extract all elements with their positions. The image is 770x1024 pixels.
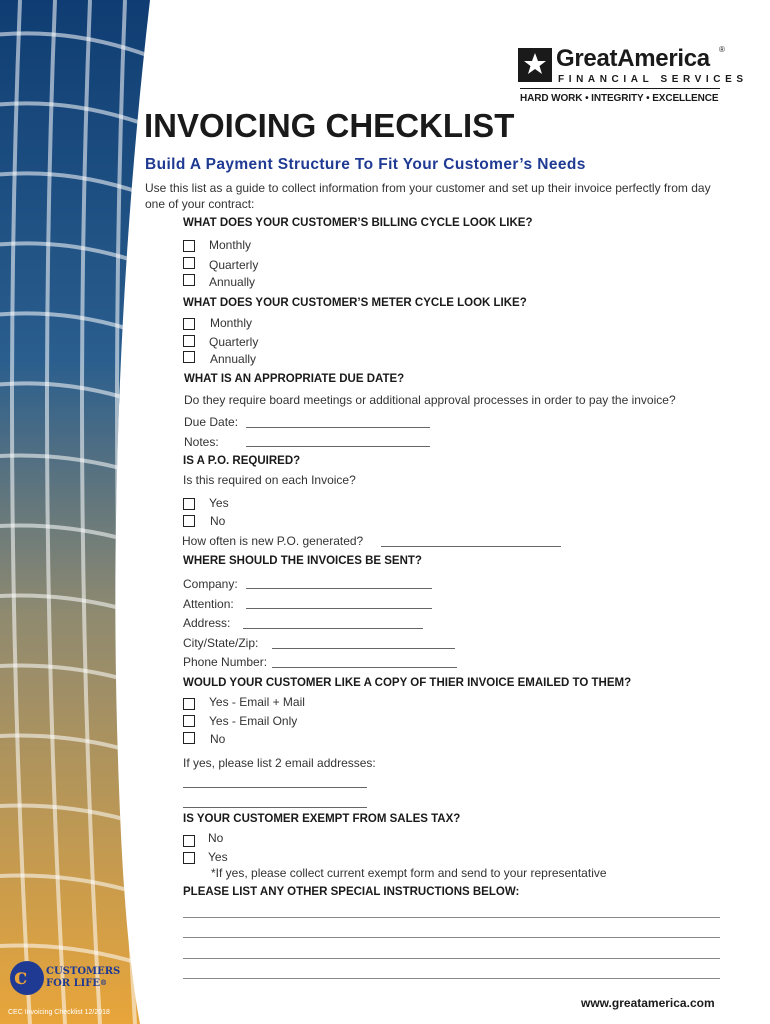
attention-label: Attention: bbox=[183, 597, 234, 611]
email-address-line-2[interactable] bbox=[183, 807, 367, 808]
address-input-line[interactable] bbox=[243, 628, 423, 629]
email-option-label: No bbox=[210, 732, 226, 746]
page-title: INVOICING CHECKLIST bbox=[144, 107, 515, 144]
email-no-checkbox[interactable] bbox=[183, 732, 195, 744]
logo-divider bbox=[520, 88, 720, 89]
special-instructions-line-4[interactable] bbox=[183, 978, 720, 979]
company-label: Company: bbox=[183, 577, 238, 591]
tax-yes-checkbox[interactable] bbox=[183, 852, 195, 864]
billing-annually-checkbox[interactable] bbox=[183, 274, 195, 286]
logo-registered-mark: ® bbox=[719, 45, 725, 54]
city-state-zip-input-line[interactable] bbox=[272, 648, 455, 649]
notes-label: Notes: bbox=[184, 435, 219, 449]
po-no-checkbox[interactable] bbox=[183, 515, 195, 527]
tax-note: *If yes, please collect current exempt form and send to your representative bbox=[211, 866, 607, 880]
special-instructions-line-1[interactable] bbox=[183, 917, 720, 918]
cfl-line-2 bbox=[46, 978, 107, 989]
customers-for-life-mark-icon: c bbox=[14, 964, 28, 990]
tax-option-label: Yes bbox=[208, 850, 228, 864]
meter-option-label: Quarterly bbox=[209, 335, 259, 349]
po-question: IS A P.O. REQUIRED? bbox=[183, 455, 301, 467]
email-list-label: If yes, please list 2 email addresses: bbox=[183, 756, 376, 770]
tax-option-label: No bbox=[208, 831, 224, 845]
email-only-checkbox[interactable] bbox=[183, 715, 195, 727]
billing-option-label: Monthly bbox=[209, 238, 252, 252]
po-option-label: Yes bbox=[209, 496, 229, 510]
email-option-label: Yes - Email Only bbox=[209, 714, 298, 728]
phone-number-input-line[interactable] bbox=[272, 667, 457, 668]
due-date-text: Do they require board meetings or additional approval processes in order to pay the invoice? bbox=[184, 393, 676, 407]
meter-cycle-question: WHAT DOES YOUR CUSTOMER’S METER CYCLE LOOK LIKE? bbox=[183, 297, 527, 309]
company-input-line[interactable] bbox=[246, 588, 432, 589]
greatamerica-logo-mark bbox=[518, 48, 552, 82]
notes-input-line[interactable] bbox=[246, 446, 430, 447]
billing-quarterly-checkbox[interactable] bbox=[183, 257, 195, 269]
po-option-label: No bbox=[210, 514, 226, 528]
billing-option-label: Annually bbox=[209, 275, 256, 289]
page-subtitle: Build A Payment Structure To Fit Your Customer’s Needs bbox=[145, 156, 586, 173]
po-text: Is this required on each Invoice? bbox=[183, 473, 356, 487]
website-link[interactable]: www.greatamerica.com bbox=[581, 996, 715, 1010]
email-mail-checkbox[interactable] bbox=[183, 698, 195, 710]
po-how-often-input-line[interactable] bbox=[381, 546, 561, 547]
email-question: WOULD YOUR CUSTOMER LIKE A COPY OF THIER INVOICE EMAILED TO THEM? bbox=[183, 677, 632, 689]
special-instructions-question: PLEASE LIST ANY OTHER SPECIAL INSTRUCTIONS BELOW: bbox=[183, 886, 520, 898]
address-label: Address: bbox=[183, 616, 231, 630]
intro-text: Use this list as a guide to collect information from your customer and set up their invoice perfectly from day one of your contract: bbox=[145, 181, 711, 211]
attention-input-line[interactable] bbox=[246, 608, 432, 609]
due-date-input-line[interactable] bbox=[246, 427, 430, 428]
decorative-side-band bbox=[0, 0, 160, 1024]
special-instructions-line-2[interactable] bbox=[183, 937, 720, 938]
billing-monthly-checkbox[interactable] bbox=[183, 240, 195, 252]
logo-name: GreatAmerica bbox=[556, 45, 710, 72]
phone-number-label: Phone Number: bbox=[183, 655, 268, 669]
meter-option-label: Monthly bbox=[210, 316, 253, 330]
due-date-question: WHAT IS AN APPROPRIATE DUE DATE? bbox=[184, 373, 405, 385]
billing-option-label: Quarterly bbox=[209, 258, 259, 272]
send-question: WHERE SHOULD THE INVOICES BE SENT? bbox=[183, 555, 422, 567]
document-code: CEC Invoicing Checklist 12/2018 bbox=[8, 1009, 110, 1016]
meter-monthly-checkbox[interactable] bbox=[183, 318, 195, 330]
special-instructions-line-3[interactable] bbox=[183, 958, 720, 959]
meter-option-label: Annually bbox=[210, 352, 257, 366]
tax-no-checkbox[interactable] bbox=[183, 835, 195, 847]
city-state-zip-label: City/State/Zip: bbox=[183, 636, 259, 650]
logo-tagline: HARD WORK • INTEGRITY • EXCELLENCE bbox=[520, 93, 719, 104]
due-date-label: Due Date: bbox=[184, 415, 239, 429]
meter-quarterly-checkbox[interactable] bbox=[183, 335, 195, 347]
email-address-line-1[interactable] bbox=[183, 787, 367, 788]
meter-annually-checkbox[interactable] bbox=[183, 351, 195, 363]
po-yes-checkbox[interactable] bbox=[183, 498, 195, 510]
billing-cycle-question: WHAT DOES YOUR CUSTOMER’S BILLING CYCLE LOOK LIKE? bbox=[183, 217, 533, 229]
logo-subtitle: FINANCIAL SERVICES bbox=[558, 74, 748, 85]
email-option-label: Yes - Email + Mail bbox=[209, 695, 305, 709]
cfl-line-2-text: FOR LIFE bbox=[46, 978, 101, 989]
po-how-often-label: How often is new P.O. generated? bbox=[182, 534, 364, 548]
tax-question: IS YOUR CUSTOMER EXEMPT FROM SALES TAX? bbox=[183, 813, 461, 825]
cfl-line-1: CUSTOMERS bbox=[46, 966, 121, 977]
cfl-registered-mark: ® bbox=[100, 978, 108, 987]
